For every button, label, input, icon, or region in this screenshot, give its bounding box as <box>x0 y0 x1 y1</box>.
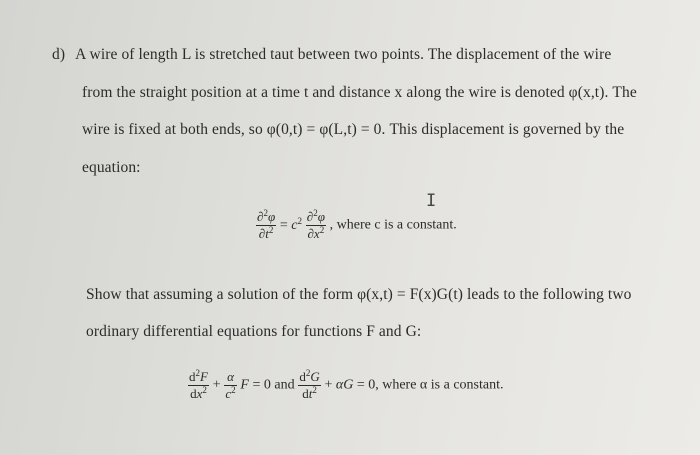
g-second-derivative: $\frac{d^2G}{dt^2}$ <box>299 368 320 401</box>
text-cursor-icon: I <box>426 191 437 211</box>
wave-equation: $\frac{\partial^2\varphi}{\partial t^2}$ = $c^2$ $\frac{\partial^2\varphi}{\partial x^2}$ , where c is a constant. <box>257 208 457 241</box>
rhs-derivative: $\frac{\partial^2\varphi}{\partial x^2}$ <box>306 208 325 241</box>
question-line-5: Show that assuming a solution of the form φ(x,t) = F(x)G(t) leads to the following two <box>86 286 632 303</box>
eq2-where: , where α is a constant. <box>375 377 504 393</box>
question-line-4: equation: <box>82 159 141 176</box>
question-line-6: ordinary differential equations for functions F and G: <box>86 323 422 340</box>
question-line-2: from the straight position at a time t and distance x along the wire is denoted φ(x,t). The <box>82 84 637 101</box>
question-label: d) <box>52 46 66 63</box>
question-line-3: wire is fixed at both ends, so φ(0,t) = φ(L,t) = 0. This displacement is governed by the <box>82 121 625 138</box>
alpha-over-c2: $\frac{\alpha}{c^2}$ <box>225 369 236 401</box>
f-second-derivative: $\frac{d^2F}{dx^2}$ <box>189 368 208 401</box>
eq1-where: , where c is a constant. <box>329 217 457 233</box>
line-1-text: A wire of length L is stretched taut between two points. The displacement of the wire <box>75 46 612 63</box>
question-line-1 <box>52 46 611 64</box>
lhs-derivative: $\frac{\partial^2\varphi}{\partial t^2}$ <box>257 208 276 241</box>
ode-equations: $\frac{d^2F}{dx^2}$ + $\frac{\alpha}{c^2}$ F = 0 and $\frac{d^2G}{dt^2}$ + αG = 0, where α is a constant. <box>189 368 504 401</box>
